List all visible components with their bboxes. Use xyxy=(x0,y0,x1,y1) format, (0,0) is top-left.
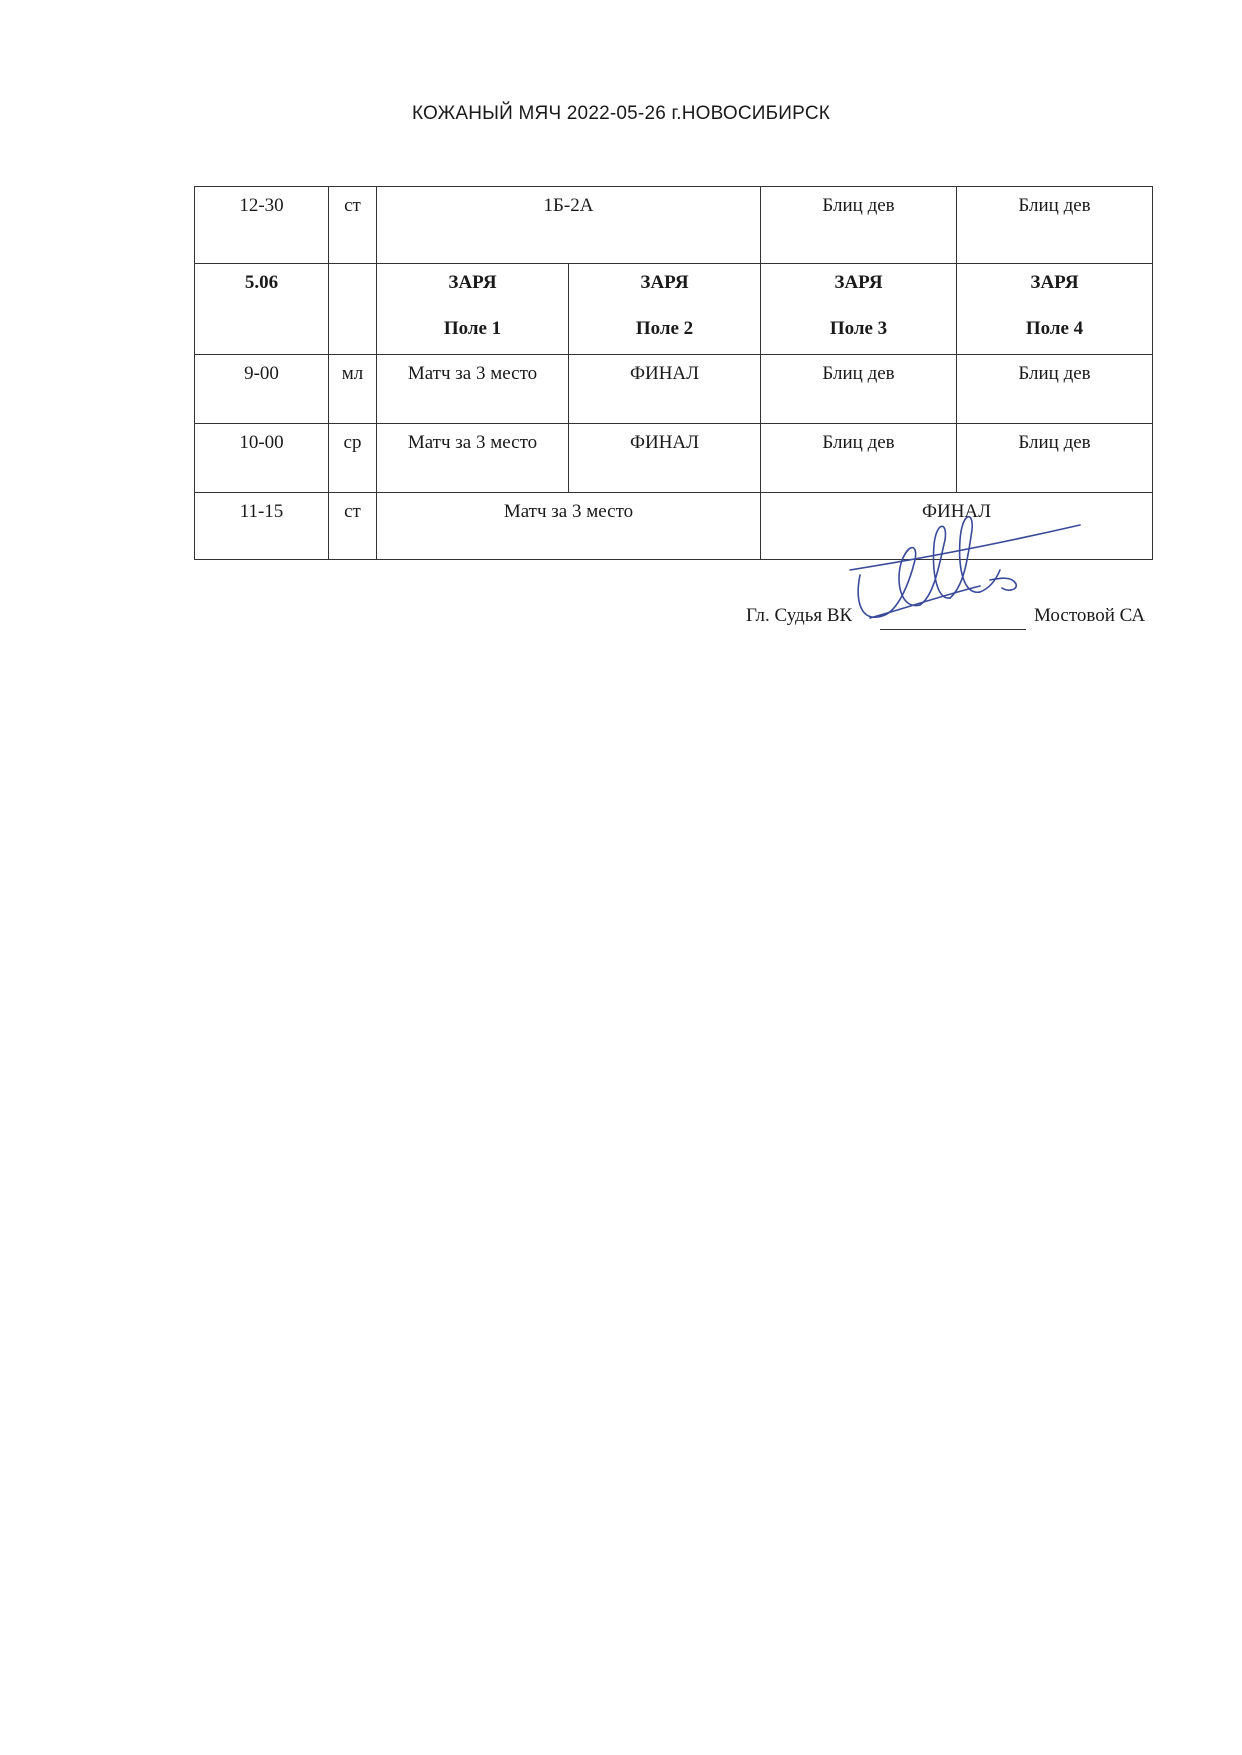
match-cell: Матч за 3 место xyxy=(377,493,761,560)
field-number: Поле 2 xyxy=(635,318,694,339)
field-number: Поле 3 xyxy=(829,318,888,339)
time-cell: 11-15 xyxy=(195,493,329,560)
match-cell: Блиц дев xyxy=(761,187,957,264)
field-header xyxy=(569,264,761,355)
age-cell: мл xyxy=(329,355,377,424)
field-header xyxy=(761,264,957,355)
match-cell: 1Б-2А xyxy=(377,187,761,264)
field-header xyxy=(377,264,569,355)
age-cell: ст xyxy=(329,187,377,264)
match-cell: Блиц дев xyxy=(957,355,1153,424)
table-row xyxy=(195,264,1153,355)
match-cell: ФИНАЛ xyxy=(569,424,761,493)
match-cell: Блиц дев xyxy=(957,187,1153,264)
empty-cell xyxy=(329,264,377,355)
signatory-name: Мостовой СА xyxy=(1034,605,1146,626)
match-cell: Матч за 3 место xyxy=(377,424,569,493)
age-cell: ср xyxy=(329,424,377,493)
field-venue: ЗАРЯ xyxy=(640,272,689,293)
field-header xyxy=(957,264,1153,355)
document-title: КОЖАНЫЙ МЯЧ 2022-05-26 г.НОВОСИБИРСК xyxy=(411,103,831,124)
match-cell: Блиц дев xyxy=(761,424,957,493)
field-number: Поле 4 xyxy=(1025,318,1084,339)
time-cell: 10-00 xyxy=(195,424,329,493)
time-cell: 9-00 xyxy=(195,355,329,424)
field-number: Поле 1 xyxy=(443,318,502,339)
match-cell: Матч за 3 место xyxy=(377,355,569,424)
table-row xyxy=(195,187,1153,264)
field-venue: ЗАРЯ xyxy=(448,272,497,293)
table-row xyxy=(195,355,1153,424)
field-venue: ЗАРЯ xyxy=(834,272,883,293)
match-cell: Блиц дев xyxy=(761,355,957,424)
match-cell: ФИНАЛ xyxy=(761,493,1153,560)
signature-block xyxy=(0,605,1242,645)
field-venue: ЗАРЯ xyxy=(1030,272,1079,293)
table-row xyxy=(195,424,1153,493)
age-cell: ст xyxy=(329,493,377,560)
time-cell: 12-30 xyxy=(195,187,329,264)
match-cell: Блиц дев xyxy=(957,424,1153,493)
signature-label: Гл. Судья ВК xyxy=(746,605,853,626)
match-cell: ФИНАЛ xyxy=(569,355,761,424)
date-cell: 5.06 xyxy=(195,264,329,355)
signature-underline xyxy=(880,629,1026,630)
